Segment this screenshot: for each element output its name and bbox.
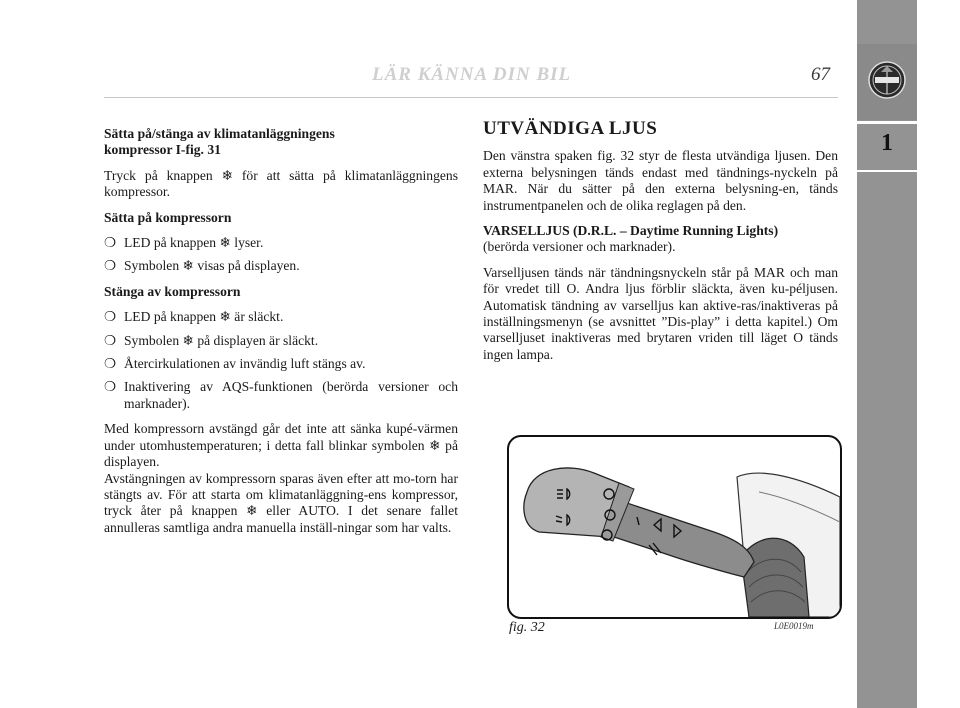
figure-label: fig. 32 xyxy=(509,620,545,635)
bullet-icon: ❍ xyxy=(104,235,117,251)
bullet-icon: ❍ xyxy=(104,332,117,348)
heading-line: kompressor I-fig. 31 xyxy=(104,142,221,158)
section-title: UTVÄNDIGA LJUS xyxy=(483,118,658,139)
section-heading xyxy=(104,126,458,159)
bullet-icon: ❍ xyxy=(104,258,117,274)
heading-line: Sätta på/stänga av klimatanläggningens xyxy=(104,126,335,141)
bullet-icon: ❍ xyxy=(104,356,117,372)
lancia-logo-icon xyxy=(867,60,907,100)
bullet-list xyxy=(104,309,458,412)
bullet-list xyxy=(104,235,458,275)
list-item xyxy=(104,379,458,412)
list-item-text: Symbolen ❄ på displayen är släckt. xyxy=(124,332,319,348)
list-item-text: Inaktivering av AQS-funktionen (berörda versioner och marknader). xyxy=(124,379,458,411)
list-item xyxy=(104,235,458,251)
list-item xyxy=(104,356,458,372)
chapter-number: 1 xyxy=(881,130,893,156)
bullet-icon: ❍ xyxy=(104,309,117,325)
subheading: Stänga av kompressorn xyxy=(104,283,241,299)
list-item xyxy=(104,309,458,325)
bullet-icon: ❍ xyxy=(104,379,117,395)
list-item-text: LED på knappen ❄ är släckt. xyxy=(124,309,284,325)
paragraph: Varselljusen tänds när tändningsnyckeln står på MAR och man för vredet till O. Andra ljus förblir släckta, även ku-péljusen. Automatisk tändning av varselljus kan aktive-ras/inaktiveras på inställningsmenyn (se avsnittet ”Dis-play” i detta kapitel.) Om varselljuset inaktiveras med brytaren vriden till läget O tänds ingen lampa. xyxy=(483,264,838,362)
drl-heading: VARSELLJUS (D.R.L. – Daytime Running Lights) xyxy=(483,223,779,239)
list-item xyxy=(104,333,458,349)
header-divider xyxy=(104,97,838,98)
list-item-text: LED på knappen ❄ lyser. xyxy=(124,235,264,251)
list-item xyxy=(104,258,458,274)
tab-separator xyxy=(857,121,917,124)
figure-frame xyxy=(507,435,842,619)
running-head: LÄR KÄNNA DIN BIL xyxy=(372,64,572,85)
drl-block xyxy=(483,223,838,256)
paragraph: Avstängningen av kompressorn sparas även efter att mo-torn har stängts av. För att starta om klimatanläggning-ens kompressor, tryck åter på knappen ❄ eller AUTO. I det senare fallet annulleras samtliga andra manuella inställ-ningar som har valts. xyxy=(104,470,458,535)
light-switch-stalk-illustration xyxy=(509,437,840,617)
left-column xyxy=(104,126,458,545)
figure-code: L0E0019m xyxy=(774,621,814,631)
paragraph: Med kompressorn avstängd går det inte att sänka kupé-värmen under utomhustemperaturen; i detta fall blinkar symbolen ❄ på displayen. xyxy=(104,421,458,470)
subheading: Sätta på kompressorn xyxy=(104,209,232,225)
paragraph: Tryck på knappen ❄ för att sätta på klimatanläggningens kompressor. xyxy=(104,167,458,200)
list-item-text: Återcirkulationen av invändig luft stängs av. xyxy=(124,356,366,372)
paragraph: Den vänstra spaken fig. 32 styr de flesta utvändiga ljusen. Den externa belysningen tänds endast med tändnings-nyckeln på MAR. När du sätter på den externa belysning-en, tänds instrumentpanelen och de olika reglagen på den. xyxy=(483,148,838,213)
drl-subheading: (berörda versioner och marknader). xyxy=(483,239,676,255)
tab-separator xyxy=(857,170,917,172)
list-item-text: Symbolen ❄ visas på displayen. xyxy=(124,258,300,274)
page-number: 67 xyxy=(811,64,830,85)
right-column xyxy=(483,118,838,372)
chapter-side-tab xyxy=(857,0,917,708)
